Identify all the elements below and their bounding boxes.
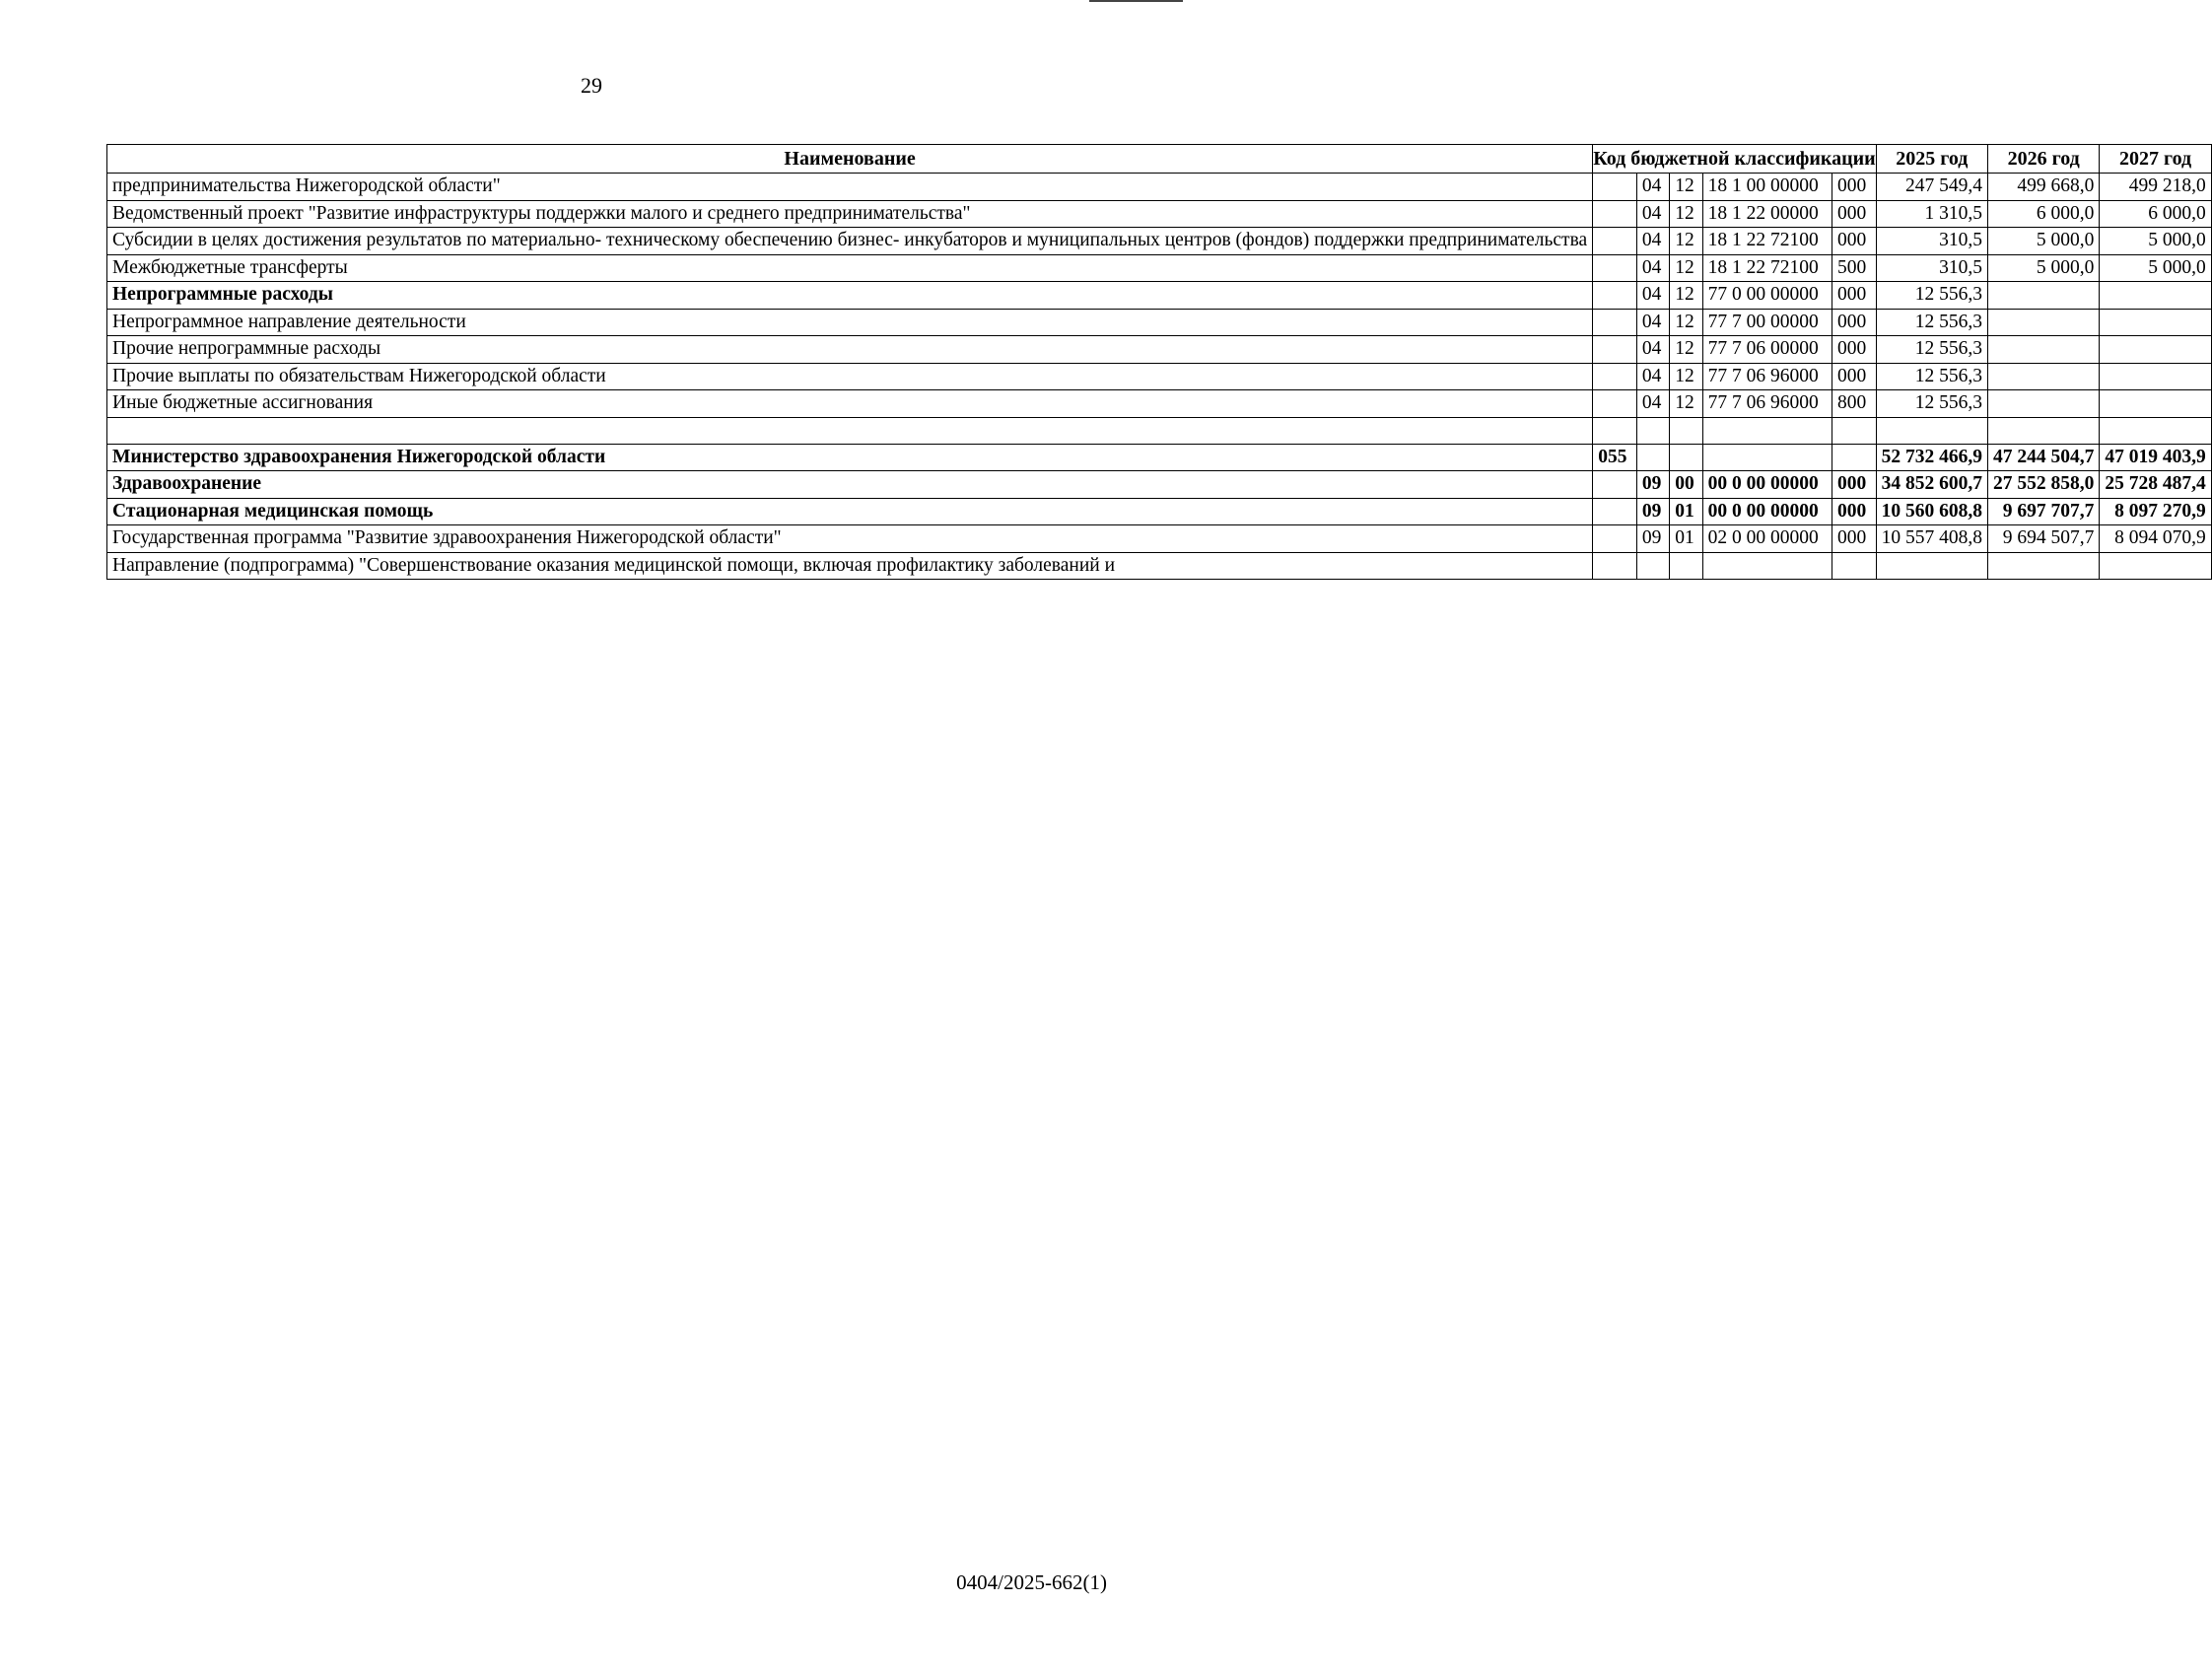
cell-target-article: 00 0 00 00000 bbox=[1702, 498, 1832, 525]
cell-subsection bbox=[1670, 444, 1702, 471]
cell-target-article: 18 1 22 00000 bbox=[1702, 200, 1832, 228]
cell-ministry-code bbox=[1593, 363, 1637, 390]
cell-2027: 8 094 070,9 bbox=[2100, 525, 2211, 553]
table-row bbox=[107, 228, 2212, 255]
cell-2025: 34 852 600,7 bbox=[1876, 471, 1987, 499]
cell-ministry-code bbox=[1593, 390, 1637, 418]
cell-2026: 6 000,0 bbox=[1988, 200, 2100, 228]
cell-subsection: 12 bbox=[1670, 309, 1702, 336]
cell-ministry-code bbox=[1593, 254, 1637, 282]
budget-table bbox=[106, 144, 2212, 580]
cell-ministry-code: 055 bbox=[1593, 444, 1637, 471]
cell-2025: 310,5 bbox=[1876, 228, 1987, 255]
cell-2027: 5 000,0 bbox=[2100, 228, 2211, 255]
cell-ministry-code bbox=[1593, 228, 1637, 255]
cell-target-article: 18 1 00 00000 bbox=[1702, 174, 1832, 201]
cell-target-article bbox=[1702, 444, 1832, 471]
cell-2025: 247 549,4 bbox=[1876, 174, 1987, 201]
table-row bbox=[107, 525, 2212, 553]
cell-subsection bbox=[1670, 552, 1702, 580]
corner-mark bbox=[1089, 0, 1183, 2]
cell-subsection: 12 bbox=[1670, 200, 1702, 228]
cell-expense-type: 000 bbox=[1832, 174, 1876, 201]
cell-name: Непрограммные расходы bbox=[107, 282, 1593, 310]
cell-name: Непрограммное направление деятельности bbox=[107, 309, 1593, 336]
cell-2026: 27 552 858,0 bbox=[1988, 471, 2100, 499]
cell-target-article: 77 0 00 00000 bbox=[1702, 282, 1832, 310]
cell-2027: 8 097 270,9 bbox=[2100, 498, 2211, 525]
cell-expense-type: 000 bbox=[1832, 471, 1876, 499]
cell-ministry-code bbox=[1593, 200, 1637, 228]
cell-2026: 499 668,0 bbox=[1988, 174, 2100, 201]
cell-target-article: 00 0 00 00000 bbox=[1702, 471, 1832, 499]
cell-subsection bbox=[1670, 417, 1702, 444]
header-code: Код бюджетной классификации bbox=[1593, 145, 1876, 174]
table-row bbox=[107, 417, 2212, 444]
cell-section: 04 bbox=[1636, 228, 1669, 255]
cell-section bbox=[1636, 444, 1669, 471]
cell-target-article: 18 1 22 72100 bbox=[1702, 254, 1832, 282]
table-row bbox=[107, 363, 2212, 390]
header-2026: 2026 год bbox=[1988, 145, 2100, 174]
cell-2027: 5 000,0 bbox=[2100, 254, 2211, 282]
cell-2027: 499 218,0 bbox=[2100, 174, 2211, 201]
header-2027: 2027 год bbox=[2100, 145, 2211, 174]
cell-2025: 1 310,5 bbox=[1876, 200, 1987, 228]
cell-expense-type: 000 bbox=[1832, 336, 1876, 364]
cell-target-article: 77 7 06 00000 bbox=[1702, 336, 1832, 364]
cell-2025: 12 556,3 bbox=[1876, 282, 1987, 310]
cell-section: 04 bbox=[1636, 282, 1669, 310]
cell-ministry-code bbox=[1593, 309, 1637, 336]
cell-expense-type: 000 bbox=[1832, 282, 1876, 310]
cell-section bbox=[1636, 552, 1669, 580]
cell-2027: 47 019 403,9 bbox=[2100, 444, 2211, 471]
cell-ministry-code bbox=[1593, 552, 1637, 580]
cell-expense-type: 000 bbox=[1832, 525, 1876, 553]
cell-2026 bbox=[1988, 363, 2100, 390]
cell-2026 bbox=[1988, 309, 2100, 336]
cell-target-article bbox=[1702, 552, 1832, 580]
cell-ministry-code bbox=[1593, 417, 1637, 444]
cell-2025: 12 556,3 bbox=[1876, 390, 1987, 418]
document-code: 0404/2025-662(1) bbox=[956, 1570, 1107, 1594]
cell-subsection: 12 bbox=[1670, 336, 1702, 364]
cell-section: 04 bbox=[1636, 390, 1669, 418]
cell-2025: 310,5 bbox=[1876, 254, 1987, 282]
cell-2026 bbox=[1988, 282, 2100, 310]
cell-2027 bbox=[2100, 282, 2211, 310]
cell-2025: 12 556,3 bbox=[1876, 363, 1987, 390]
cell-expense-type: 000 bbox=[1832, 228, 1876, 255]
table-row bbox=[107, 282, 2212, 310]
cell-expense-type: 000 bbox=[1832, 309, 1876, 336]
cell-section: 09 bbox=[1636, 471, 1669, 499]
cell-target-article: 18 1 22 72100 bbox=[1702, 228, 1832, 255]
cell-section: 09 bbox=[1636, 525, 1669, 553]
cell-name: Направление (подпрограмма) "Совершенствование оказания медицинской помощи, включая профилактику заболеваний и bbox=[107, 552, 1593, 580]
cell-2027 bbox=[2100, 336, 2211, 364]
table-row bbox=[107, 309, 2212, 336]
cell-ministry-code bbox=[1593, 174, 1637, 201]
table-row bbox=[107, 174, 2212, 201]
cell-2027 bbox=[2100, 552, 2211, 580]
cell-expense-type: 500 bbox=[1832, 254, 1876, 282]
cell-subsection: 12 bbox=[1670, 254, 1702, 282]
cell-expense-type bbox=[1832, 417, 1876, 444]
cell-2025: 10 557 408,8 bbox=[1876, 525, 1987, 553]
cell-subsection: 12 bbox=[1670, 390, 1702, 418]
cell-name: Министерство здравоохранения Нижегородской области bbox=[107, 444, 1593, 471]
cell-section: 04 bbox=[1636, 200, 1669, 228]
cell-target-article: 77 7 06 96000 bbox=[1702, 363, 1832, 390]
cell-section: 04 bbox=[1636, 254, 1669, 282]
cell-expense-type: 800 bbox=[1832, 390, 1876, 418]
cell-ministry-code bbox=[1593, 336, 1637, 364]
table-row bbox=[107, 471, 2212, 499]
table-row bbox=[107, 200, 2212, 228]
table-row bbox=[107, 336, 2212, 364]
cell-2026 bbox=[1988, 390, 2100, 418]
cell-section: 04 bbox=[1636, 309, 1669, 336]
cell-section: 04 bbox=[1636, 336, 1669, 364]
cell-target-article bbox=[1702, 417, 1832, 444]
cell-name bbox=[107, 417, 1593, 444]
cell-name: Прочие выплаты по обязательствам Нижегородской области bbox=[107, 363, 1593, 390]
cell-ministry-code bbox=[1593, 471, 1637, 499]
table-header bbox=[107, 145, 2212, 174]
cell-2027 bbox=[2100, 363, 2211, 390]
table-row bbox=[107, 390, 2212, 418]
cell-expense-type bbox=[1832, 444, 1876, 471]
cell-target-article: 02 0 00 00000 bbox=[1702, 525, 1832, 553]
cell-2027: 25 728 487,4 bbox=[2100, 471, 2211, 499]
header-2025: 2025 год bbox=[1876, 145, 1987, 174]
cell-name: Ведомственный проект "Развитие инфраструктуры поддержки малого и среднего предпринимательства" bbox=[107, 200, 1593, 228]
cell-2026: 9 694 507,7 bbox=[1988, 525, 2100, 553]
table-row bbox=[107, 254, 2212, 282]
cell-section bbox=[1636, 417, 1669, 444]
cell-name: Прочие непрограммные расходы bbox=[107, 336, 1593, 364]
cell-target-article: 77 7 00 00000 bbox=[1702, 309, 1832, 336]
cell-2025: 12 556,3 bbox=[1876, 336, 1987, 364]
table-row bbox=[107, 498, 2212, 525]
cell-section: 04 bbox=[1636, 363, 1669, 390]
page-number: 29 bbox=[581, 73, 602, 98]
header-name: Наименование bbox=[107, 145, 1593, 174]
cell-expense-type: 000 bbox=[1832, 363, 1876, 390]
cell-subsection: 00 bbox=[1670, 471, 1702, 499]
cell-2025: 52 732 466,9 bbox=[1876, 444, 1987, 471]
cell-2027 bbox=[2100, 417, 2211, 444]
cell-name: Здравоохранение bbox=[107, 471, 1593, 499]
cell-2026: 5 000,0 bbox=[1988, 254, 2100, 282]
cell-name: предпринимательства Нижегородской области" bbox=[107, 174, 1593, 201]
cell-2026: 47 244 504,7 bbox=[1988, 444, 2100, 471]
cell-2026: 5 000,0 bbox=[1988, 228, 2100, 255]
cell-subsection: 12 bbox=[1670, 282, 1702, 310]
cell-expense-type: 000 bbox=[1832, 498, 1876, 525]
cell-ministry-code bbox=[1593, 525, 1637, 553]
cell-2025 bbox=[1876, 552, 1987, 580]
cell-name: Межбюджетные трансферты bbox=[107, 254, 1593, 282]
cell-2027 bbox=[2100, 390, 2211, 418]
cell-2026 bbox=[1988, 417, 2100, 444]
cell-subsection: 12 bbox=[1670, 174, 1702, 201]
table-row bbox=[107, 444, 2212, 471]
cell-name: Субсидии в целях достижения результатов по материально- техническому обеспечению бизнес- инкубаторов и муниципальных центров (фондов) поддержки предпринимательства bbox=[107, 228, 1593, 255]
table-row bbox=[107, 552, 2212, 580]
cell-2025: 10 560 608,8 bbox=[1876, 498, 1987, 525]
cell-section: 04 bbox=[1636, 174, 1669, 201]
cell-2026: 9 697 707,7 bbox=[1988, 498, 2100, 525]
cell-subsection: 12 bbox=[1670, 363, 1702, 390]
cell-name: Иные бюджетные ассигнования bbox=[107, 390, 1593, 418]
cell-name: Стационарная медицинская помощь bbox=[107, 498, 1593, 525]
cell-2026 bbox=[1988, 336, 2100, 364]
cell-expense-type: 000 bbox=[1832, 200, 1876, 228]
cell-name: Государственная программа "Развитие здравоохранения Нижегородской области" bbox=[107, 525, 1593, 553]
cell-ministry-code bbox=[1593, 282, 1637, 310]
cell-section: 09 bbox=[1636, 498, 1669, 525]
cell-ministry-code bbox=[1593, 498, 1637, 525]
cell-subsection: 01 bbox=[1670, 525, 1702, 553]
cell-2026 bbox=[1988, 552, 2100, 580]
cell-expense-type bbox=[1832, 552, 1876, 580]
cell-subsection: 01 bbox=[1670, 498, 1702, 525]
cell-2025 bbox=[1876, 417, 1987, 444]
cell-2025: 12 556,3 bbox=[1876, 309, 1987, 336]
cell-target-article: 77 7 06 96000 bbox=[1702, 390, 1832, 418]
cell-2027 bbox=[2100, 309, 2211, 336]
cell-subsection: 12 bbox=[1670, 228, 1702, 255]
cell-2027: 6 000,0 bbox=[2100, 200, 2211, 228]
